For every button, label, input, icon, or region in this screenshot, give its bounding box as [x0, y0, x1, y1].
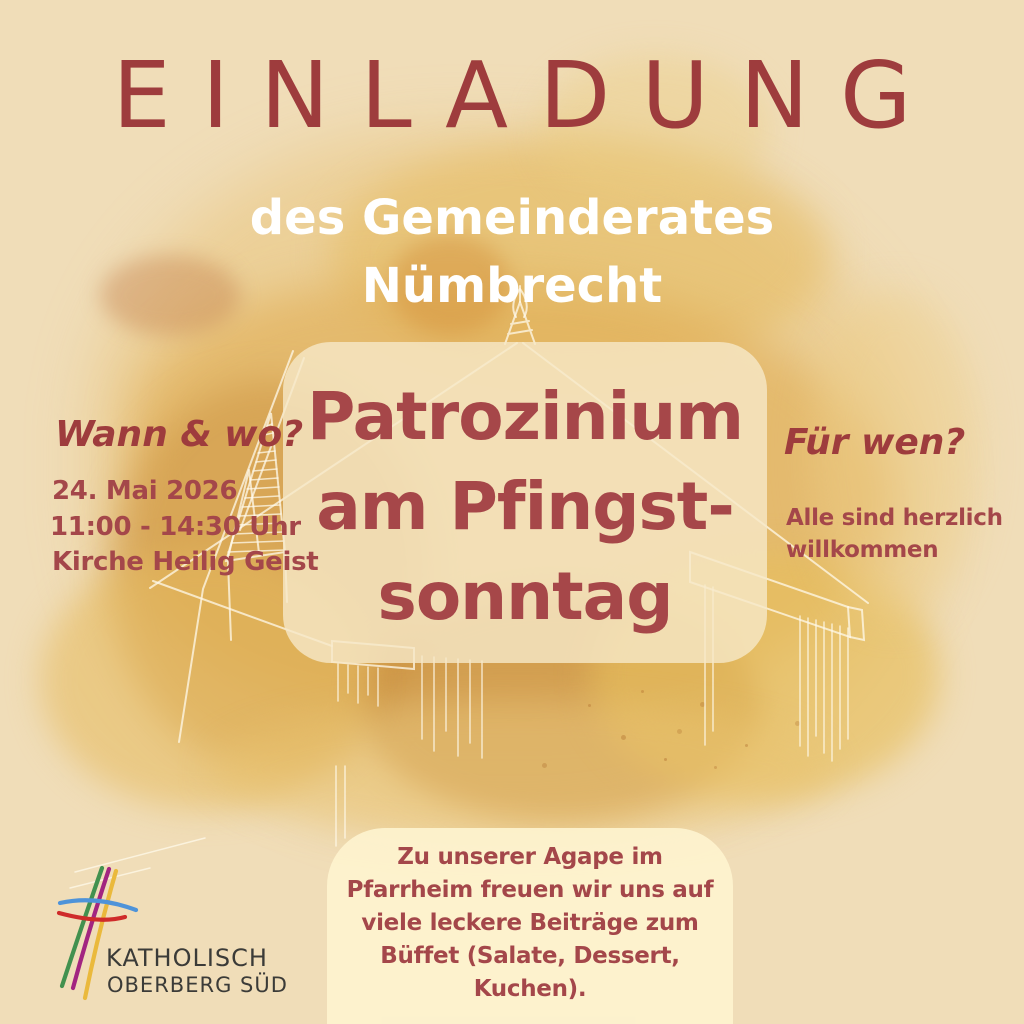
- event-location: Kirche Heilig Geist: [52, 547, 319, 577]
- agape-line-5: Kuchen).: [473, 976, 587, 1002]
- event-name-line-2: am Pfingst-: [316, 468, 734, 545]
- agape-line-4: Büffet (Salate, Dessert,: [380, 943, 680, 969]
- event-date: 24. Mai 2026: [52, 476, 238, 506]
- for-whom-line-2: willkommen: [786, 537, 939, 563]
- for-whom-heading: Für wen?: [784, 422, 966, 463]
- subtitle-line-2: Nümbrecht: [361, 258, 663, 314]
- agape-line-1: Zu unserer Agape im: [397, 844, 663, 870]
- logo-text-line-1: KATHOLISCH: [106, 944, 268, 972]
- event-time: 11:00 - 14:30 Uhr: [50, 512, 301, 542]
- logo-text-line-2: OBERBERG SÜD: [107, 973, 288, 997]
- agape-line-2: Pfarrheim freuen wir uns auf: [346, 877, 714, 903]
- agape-line-3: viele leckere Beiträge zum: [361, 910, 699, 936]
- event-name-line-1: Patrozinium: [307, 378, 743, 455]
- when-where-heading: Wann & wo?: [55, 414, 304, 455]
- for-whom-line-1: Alle sind herzlich: [786, 505, 1003, 531]
- event-name-line-3: sonntag: [377, 558, 673, 635]
- subtitle-line-1: des Gemeinderates: [249, 190, 775, 246]
- poster-title: EINLADUNG: [112, 42, 943, 149]
